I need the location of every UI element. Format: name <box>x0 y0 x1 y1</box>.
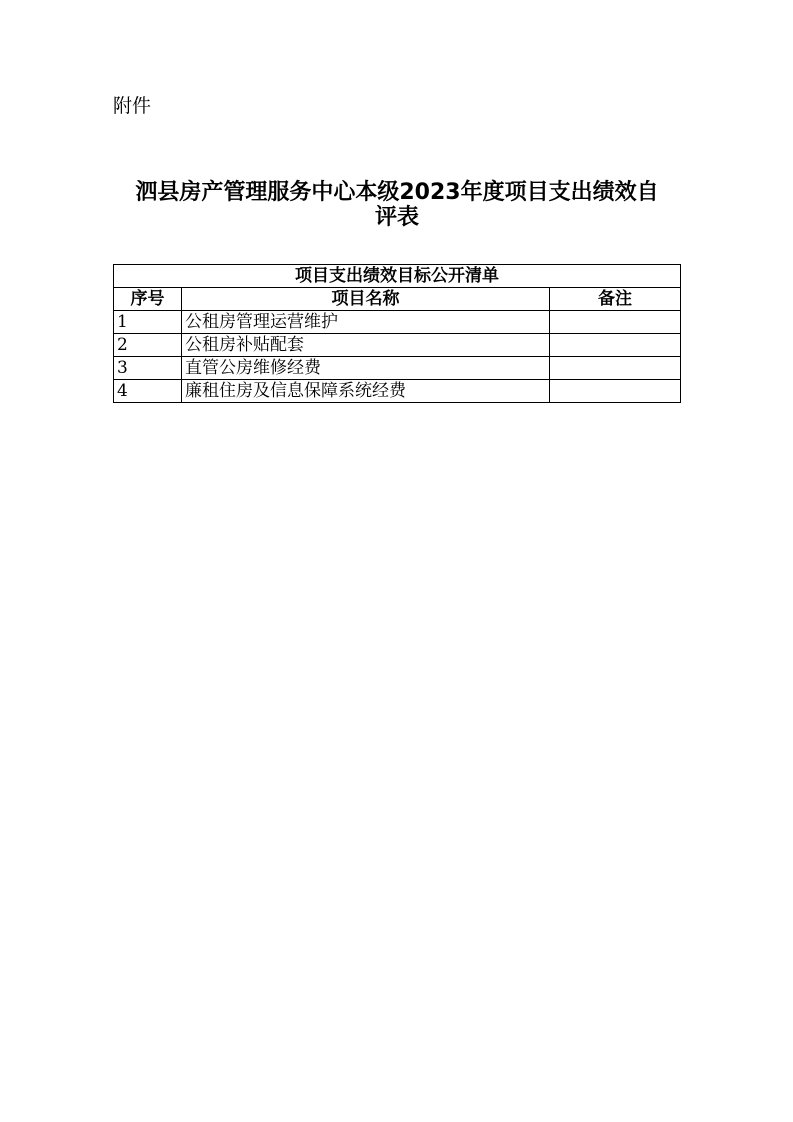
header-remarks: 备注 <box>550 288 681 311</box>
table-row <box>114 311 681 334</box>
row-remark <box>550 334 681 357</box>
row-serial-number: 1 <box>114 311 182 334</box>
row-project-name: 公租房补贴配套 <box>182 334 550 357</box>
table-caption-row <box>114 265 681 288</box>
row-project-name: 公租房管理运营维护 <box>182 311 550 334</box>
row-remark <box>550 311 681 334</box>
row-serial-number: 3 <box>114 357 182 380</box>
table-header-row <box>114 288 681 311</box>
document-title-line-1: 泗县房产管理服务中心本级2023年度项目支出绩效自 <box>135 180 659 205</box>
row-serial-number: 4 <box>114 380 182 403</box>
row-serial-number: 2 <box>114 334 182 357</box>
header-serial-number: 序号 <box>114 288 182 311</box>
table-caption: 项目支出绩效目标公开清单 <box>114 265 681 288</box>
header-project-name: 项目名称 <box>182 288 550 311</box>
table-row <box>114 357 681 380</box>
row-project-name: 直管公房维修经费 <box>182 357 550 380</box>
attachment-label: 附件 <box>113 95 152 117</box>
document-title <box>108 180 686 230</box>
table-row <box>114 380 681 403</box>
row-remark <box>550 380 681 403</box>
row-project-name: 廉租住房及信息保障系统经费 <box>182 380 550 403</box>
row-remark <box>550 357 681 380</box>
performance-target-table <box>113 264 681 403</box>
document-title-line-2: 评表 <box>374 205 419 230</box>
table-row <box>114 334 681 357</box>
